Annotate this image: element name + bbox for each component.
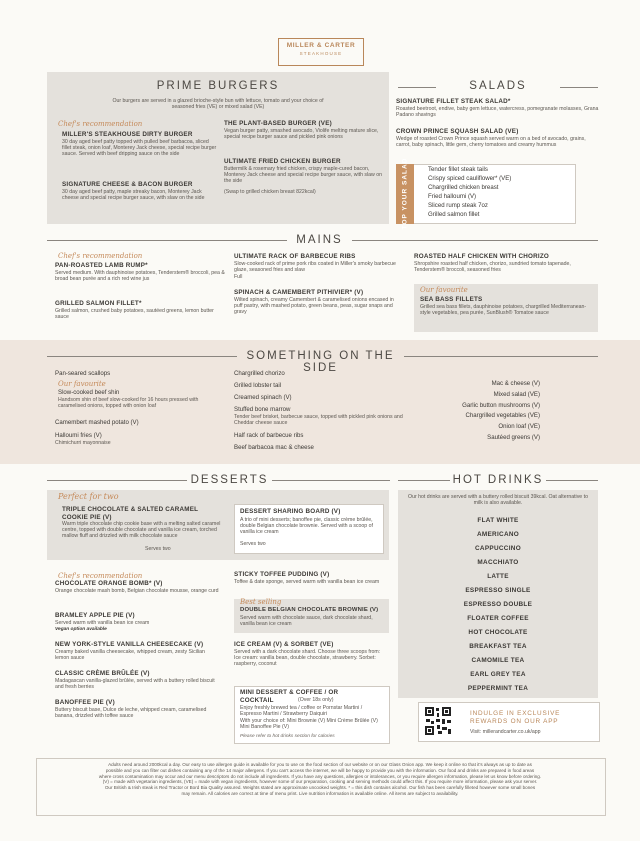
footer-line: (V) = made with vegetarian ingredients, (VE) = made with vegan ingredients, however some of our preparation, cooking and serving methods could affect this. If you require more information, please ask your server. — [102, 779, 538, 785]
brand-logo — [278, 38, 364, 66]
main-extra: Full — [234, 274, 243, 280]
sides-col3 — [420, 380, 540, 442]
dessert-name: DOUBLE BELGIAN CHOCOLATE BROWNIE (V) — [240, 607, 379, 613]
dessert-serves: Serves two — [240, 541, 266, 547]
footer-line: Adults need around 2000kcal a day. Our easy to use allergen guide is available for you to use on the food section of our website or on our Glass Onion app. We keep it online so that it's always as up to date as — [108, 762, 532, 767]
salad-topping: Chargrilled chicken breast — [428, 184, 499, 191]
dessert-desc: Madagascan vanilla-glazed brûlée, served with a buttery rolled biscuit and fresh berries — [55, 678, 215, 691]
dessert-desc: Creamy baked vanilla cheesecake, whipped cream, zesty Sicilian lemon sauce — [55, 649, 205, 662]
side-item: Beef barbacoa mac & cheese — [234, 444, 314, 451]
salad-topping: Grilled salmon fillet — [428, 211, 480, 218]
side-desc: Tender beef brisket, barbecue sauce, topped with pickled pink onions and Cheddar cheese sauce — [234, 414, 403, 427]
main-name: SEA BASS FILLETS — [420, 296, 483, 303]
perfect-for-two-label: Perfect for two — [58, 492, 119, 501]
dessert-desc: Served warm with vanilla bean ice cream — [55, 620, 150, 626]
dessert-name: DESSERT SHARING BOARD (V) — [240, 508, 341, 515]
dessert-name: MINI DESSERT & COFFEE / OR COCKTAIL — [240, 689, 339, 704]
side-item: Onion loaf (VE) — [498, 423, 540, 431]
dessert-desc: A trio of mini desserts; banoffee pie, classic crème brûlée, double Belgian chocolate brownie. Served with a scoop of vanilla ice cream — [240, 517, 373, 536]
side-item: Garlic button mushrooms (V) — [462, 401, 540, 409]
dessert-desc: Buttery biscuit base, Dulce de leche, whipped cream, caramelised banana, drizzled with toffee sauce — [55, 707, 207, 720]
footer-line: possible and you can filter out dishes containing any of the 14 major allergens. If you can't access the internet, we will be happy to provide you with the information. Our food and drinks are prepared in food areas — [105, 767, 535, 773]
desserts-title: DESSERTS — [190, 474, 269, 486]
salad-desc: Roasted beetroot, endive, baby gem lettuce, watercress, pomegranate molasses, Grana Padano shavings — [396, 106, 599, 119]
dessert-note: Vegan option available — [55, 627, 107, 632]
dessert-desc: Served warm with chocolate sauce, dark chocolate shard, vanilla bean ice cream — [240, 615, 373, 628]
salad-name: CROWN PRINCE SQUASH SALAD (VE) — [396, 128, 519, 135]
side-desc: Chimichurri mayonnaise — [55, 440, 111, 446]
top-your-salad-label: TOP YOUR SALAD — [401, 157, 409, 230]
best-selling-label: Best selling — [240, 598, 282, 606]
side-item: Slow-cooked beef shin — [58, 389, 120, 396]
burger-name: THE PLANT-BASED BURGER (VE) — [224, 120, 332, 127]
dessert-name: BANOFFEE PIE (V) — [55, 699, 115, 706]
side-item: Chargrilled vegetables (VE) — [465, 412, 540, 420]
prime-burgers-title: PRIME BURGERS — [156, 80, 280, 92]
hot-drink-item: EARL GREY TEA — [470, 671, 526, 678]
brand-name: MILLER & CARTER — [286, 42, 356, 49]
salad-name: SIGNATURE FILLET STEAK SALAD* — [396, 98, 511, 105]
hot-drinks-intro: Our hot drinks are served with a buttery rolled biscuit 39kcal. Oat alternative to milk is also available. — [408, 494, 588, 507]
burger-desc: 30 day aged beef patty topped with pulled beef barbacoa, sliced fillet steak, onion loaf, Monterey Jack cheese, special recipe burger sauce. Served with beef dripping sauce on the side — [62, 139, 217, 158]
main-desc: Grilled sea bass fillets, dauphinoise potatoes, chargrilled Mediterranean-style vegetables, pea purée, SunBlush® Tomatoe sauce — [420, 304, 587, 317]
hot-drinks-rule — [398, 480, 450, 481]
hot-drink-item: BREAKFAST TEA — [469, 643, 527, 650]
burger-name: MILLER'S STEAKHOUSE DIRTY BURGER — [62, 131, 193, 138]
desserts-rule — [47, 480, 187, 481]
hot-drink-item: FLAT WHITE — [477, 517, 519, 524]
dessert-desc: Enjoy freshly brewed tea / coffee or Pornstar Martini / Espresso Martini / Strawberry Daiquiri — [240, 705, 363, 718]
favourite-label: Our favourite — [58, 380, 106, 388]
main-name: PAN-ROASTED LAMB RUMP* — [55, 262, 148, 269]
chef-rec-label: Chef's recommendation — [58, 572, 143, 580]
side-item: Camembert mashed potato (V) — [55, 419, 139, 426]
mini-dessert-note: Please refer to hot drinks section for calories — [240, 734, 335, 739]
chef-rec-label: Chef's recommendation — [58, 120, 143, 128]
dessert-name: NEW YORK-STYLE VANILLA CHEESECAKE (V) — [55, 641, 204, 648]
rewards-line1: INDULGE IN EXCLUSIVE — [470, 710, 561, 717]
mini-dessert-tag: (Over 18s only) — [298, 697, 334, 703]
dessert-name: CLASSIC CRÈME BRÛLÉE (V) — [55, 670, 150, 677]
mains-rule — [352, 240, 598, 241]
side-desc: Handsom shin of beef slow-cooked for 16 hours pressed with caramelised onions, topped with onion loaf — [58, 397, 199, 410]
side-item: Stuffed bone marrow — [234, 406, 291, 413]
side-item: Chargrilled chorizo — [234, 370, 285, 377]
burger-desc: 30 day aged beef patty, maple streaky bacon, Monterey Jack cheese and special recipe burger sauce, with slaw on the side — [62, 189, 205, 202]
mains-title: MAINS — [296, 234, 343, 246]
dessert-name: TRIPLE CHOCOLATE & SALTED CARAMEL COOKIE PIE (V) — [62, 506, 199, 521]
hot-drink-item: CAPPUCCINO — [475, 545, 521, 552]
mini-dessert-choice: With your choice of: Mini Brownie (V) Mini Crème Brûlée (V) Mini Banoffee Pie (V) — [240, 718, 378, 731]
hot-drink-item: CAMOMILE TEA — [471, 657, 525, 664]
main-desc: Slow-cooked rack of prime pork ribs coated in Miller's smoky barbecue glaze, seasoned fries and slaw — [234, 261, 396, 274]
main-name: SPINACH & CAMEMBERT PITHIVIER* (V) — [234, 289, 364, 296]
dessert-desc: Toffee & date sponge, served warm with vanilla bean ice cream — [234, 579, 380, 585]
side-item: Pan-seared scallops — [55, 370, 111, 377]
hot-drink-item: MACCHIATO — [477, 559, 519, 566]
favourite-label: Our favourite — [420, 286, 468, 294]
dessert-serves: Serves two — [145, 546, 171, 552]
main-desc: Grilled salmon, crushed baby potatoes, sautéed greens, lemon butter sauce — [55, 308, 214, 321]
salad-desc: Wedge of roasted Crown Prince squash served warm on a bed of avocado, grains, carrot, baby spinach, little gem, cherry tomatoes and creamy hummus — [396, 136, 586, 149]
side-item: Grilled lobster tail — [234, 382, 282, 389]
main-name: ROASTED HALF CHICKEN WITH CHORIZO — [414, 253, 549, 260]
dessert-desc: Orange chocolate mash bomb, Belgian chocolate mousse, orange curd — [55, 588, 219, 594]
hot-drink-item: AMERICANO — [476, 531, 520, 538]
dessert-desc: Served with a dark chocolate shard. Choose three scoops from: Ice cream: vanilla bean, double chocolate, strawberry. Sorbet: raspberry, coconut — [234, 649, 381, 668]
main-desc: Wilted spinach, creamy Camembert & caramelised onions encased in puff pastry, with mashed potato, green beans, peas, sugar snaps and gravy — [234, 297, 394, 316]
side-item: Creamed spinach (V) — [234, 394, 292, 401]
rewards-line2: REWARDS ON OUR APP — [470, 718, 559, 725]
main-desc: Served medium. With dauphinoise potatoes, Tenderstem® broccoli, pea & broad bean purée and a rich red wine jus — [55, 270, 225, 283]
hot-drinks-list — [398, 517, 598, 699]
side-item: Half rack of barbecue ribs — [234, 432, 304, 439]
salads-rule — [560, 87, 598, 88]
mains-rule — [47, 240, 287, 241]
salad-topping: Crispy spiced cauliflower* (VE) — [428, 175, 512, 182]
hot-drink-item: HOT CHOCOLATE — [468, 629, 528, 636]
hot-drink-item: PEPPERMINT TEA — [467, 685, 529, 692]
footer-text — [40, 762, 600, 797]
burger-name: SIGNATURE CHEESE & BACON BURGER — [62, 181, 193, 188]
chef-rec-label: Chef's recommendation — [58, 252, 143, 260]
desserts-rule — [272, 480, 390, 481]
side-item: Sautéed greens (V) — [487, 433, 540, 441]
side-item: Halloumi fries (V) — [55, 432, 102, 439]
main-name: GRILLED SALMON FILLET* — [55, 300, 142, 307]
footer-line: Our British & Irish steak is Red Tractor or Bord Bia Quality assured. Weights stated are approximate uncooked weights. * = this dish contains alcohol. Our fish has been carefully filleted however some small bones — [104, 785, 536, 791]
hot-drink-item: ESPRESSO SINGLE — [465, 587, 531, 594]
dessert-name: CHOCOLATE ORANGE BOMB* (V) — [55, 580, 163, 587]
dessert-desc: Warm triple chocolate chip cookie base with a melting salted caramel centre, topped with double chocolate and vanilla ice cream, torched mallow fluff and drizzled with milk chocolate sauce — [62, 521, 221, 540]
qr-code-icon[interactable] — [423, 705, 453, 737]
footer-line: may remain. All calories are correct at time of menu print. Live nutrition information is available online. All items are subject to availability. — [181, 790, 459, 796]
main-desc: Shropshire roasted half chicken, chorizo, sundried tomato tapenade, Tenderstem® broccoli, seasoned fries — [414, 261, 571, 274]
burger-desc: Buttermilk & rosemary fried chicken, crispy maple-cured bacon, Monterey Jack cheese and special recipe burger sauce, with slaw on the side — [224, 166, 383, 185]
rewards-visit[interactable]: Visit: millerandcarter.co.uk/app — [470, 729, 541, 735]
sides-rule — [47, 356, 237, 357]
salad-topping: Fried halloumi (V) — [428, 193, 477, 200]
hot-drink-item: FLOATER COFFEE — [467, 615, 529, 622]
hot-drink-item: LATTE — [487, 573, 509, 580]
side-item: Mac & cheese (V) — [491, 380, 540, 387]
dessert-name: STICKY TOFFEE PUDDING (V) — [234, 571, 330, 578]
burger-name: ULTIMATE FRIED CHICKEN BURGER — [224, 158, 341, 165]
sides-rule — [404, 356, 598, 357]
dessert-name: BRAMLEY APPLE PIE (V) — [55, 612, 135, 619]
burger-desc: Vegan burger patty, smashed avocado, Violife melting mature slice, special recipe burger sauce and pickled pink onions — [224, 128, 379, 141]
side-item: Mixed salad (VE) — [493, 390, 540, 398]
salads-rule — [398, 87, 436, 88]
salad-topping: Sliced rump steak 7oz — [428, 202, 488, 209]
burger-extra: (Swap to grilled chicken breast 822kcal) — [224, 189, 316, 195]
hot-drinks-title: HOT DRINKS — [452, 474, 544, 486]
dessert-name: ICE CREAM (V) & SORBET (VE) — [234, 641, 334, 648]
salad-topping: Tender fillet steak tails — [428, 166, 488, 173]
salads-title: SALADS — [469, 80, 527, 92]
main-name: ULTIMATE RACK OF BARBECUE RIBS — [234, 253, 356, 260]
hot-drink-item: ESPRESSO DOUBLE — [463, 601, 533, 608]
sides-title: SOMETHING ON THE SIDE — [246, 350, 395, 374]
hot-drinks-rule — [546, 480, 598, 481]
prime-burgers-intro: Our burgers are served in a glazed brioche-style bun with lettuce, tomato and your choice of seasoned fries (VE) or mixed salad (VE) — [112, 98, 324, 111]
footer-line: where cross contamination may occur and our menu descriptors do not include all ingredients. If you have any questions, allergies or intolerances, or you require allergen information, please let us know before ordering. — [98, 773, 542, 779]
brand-sub: STEAKHOUSE — [299, 51, 343, 56]
